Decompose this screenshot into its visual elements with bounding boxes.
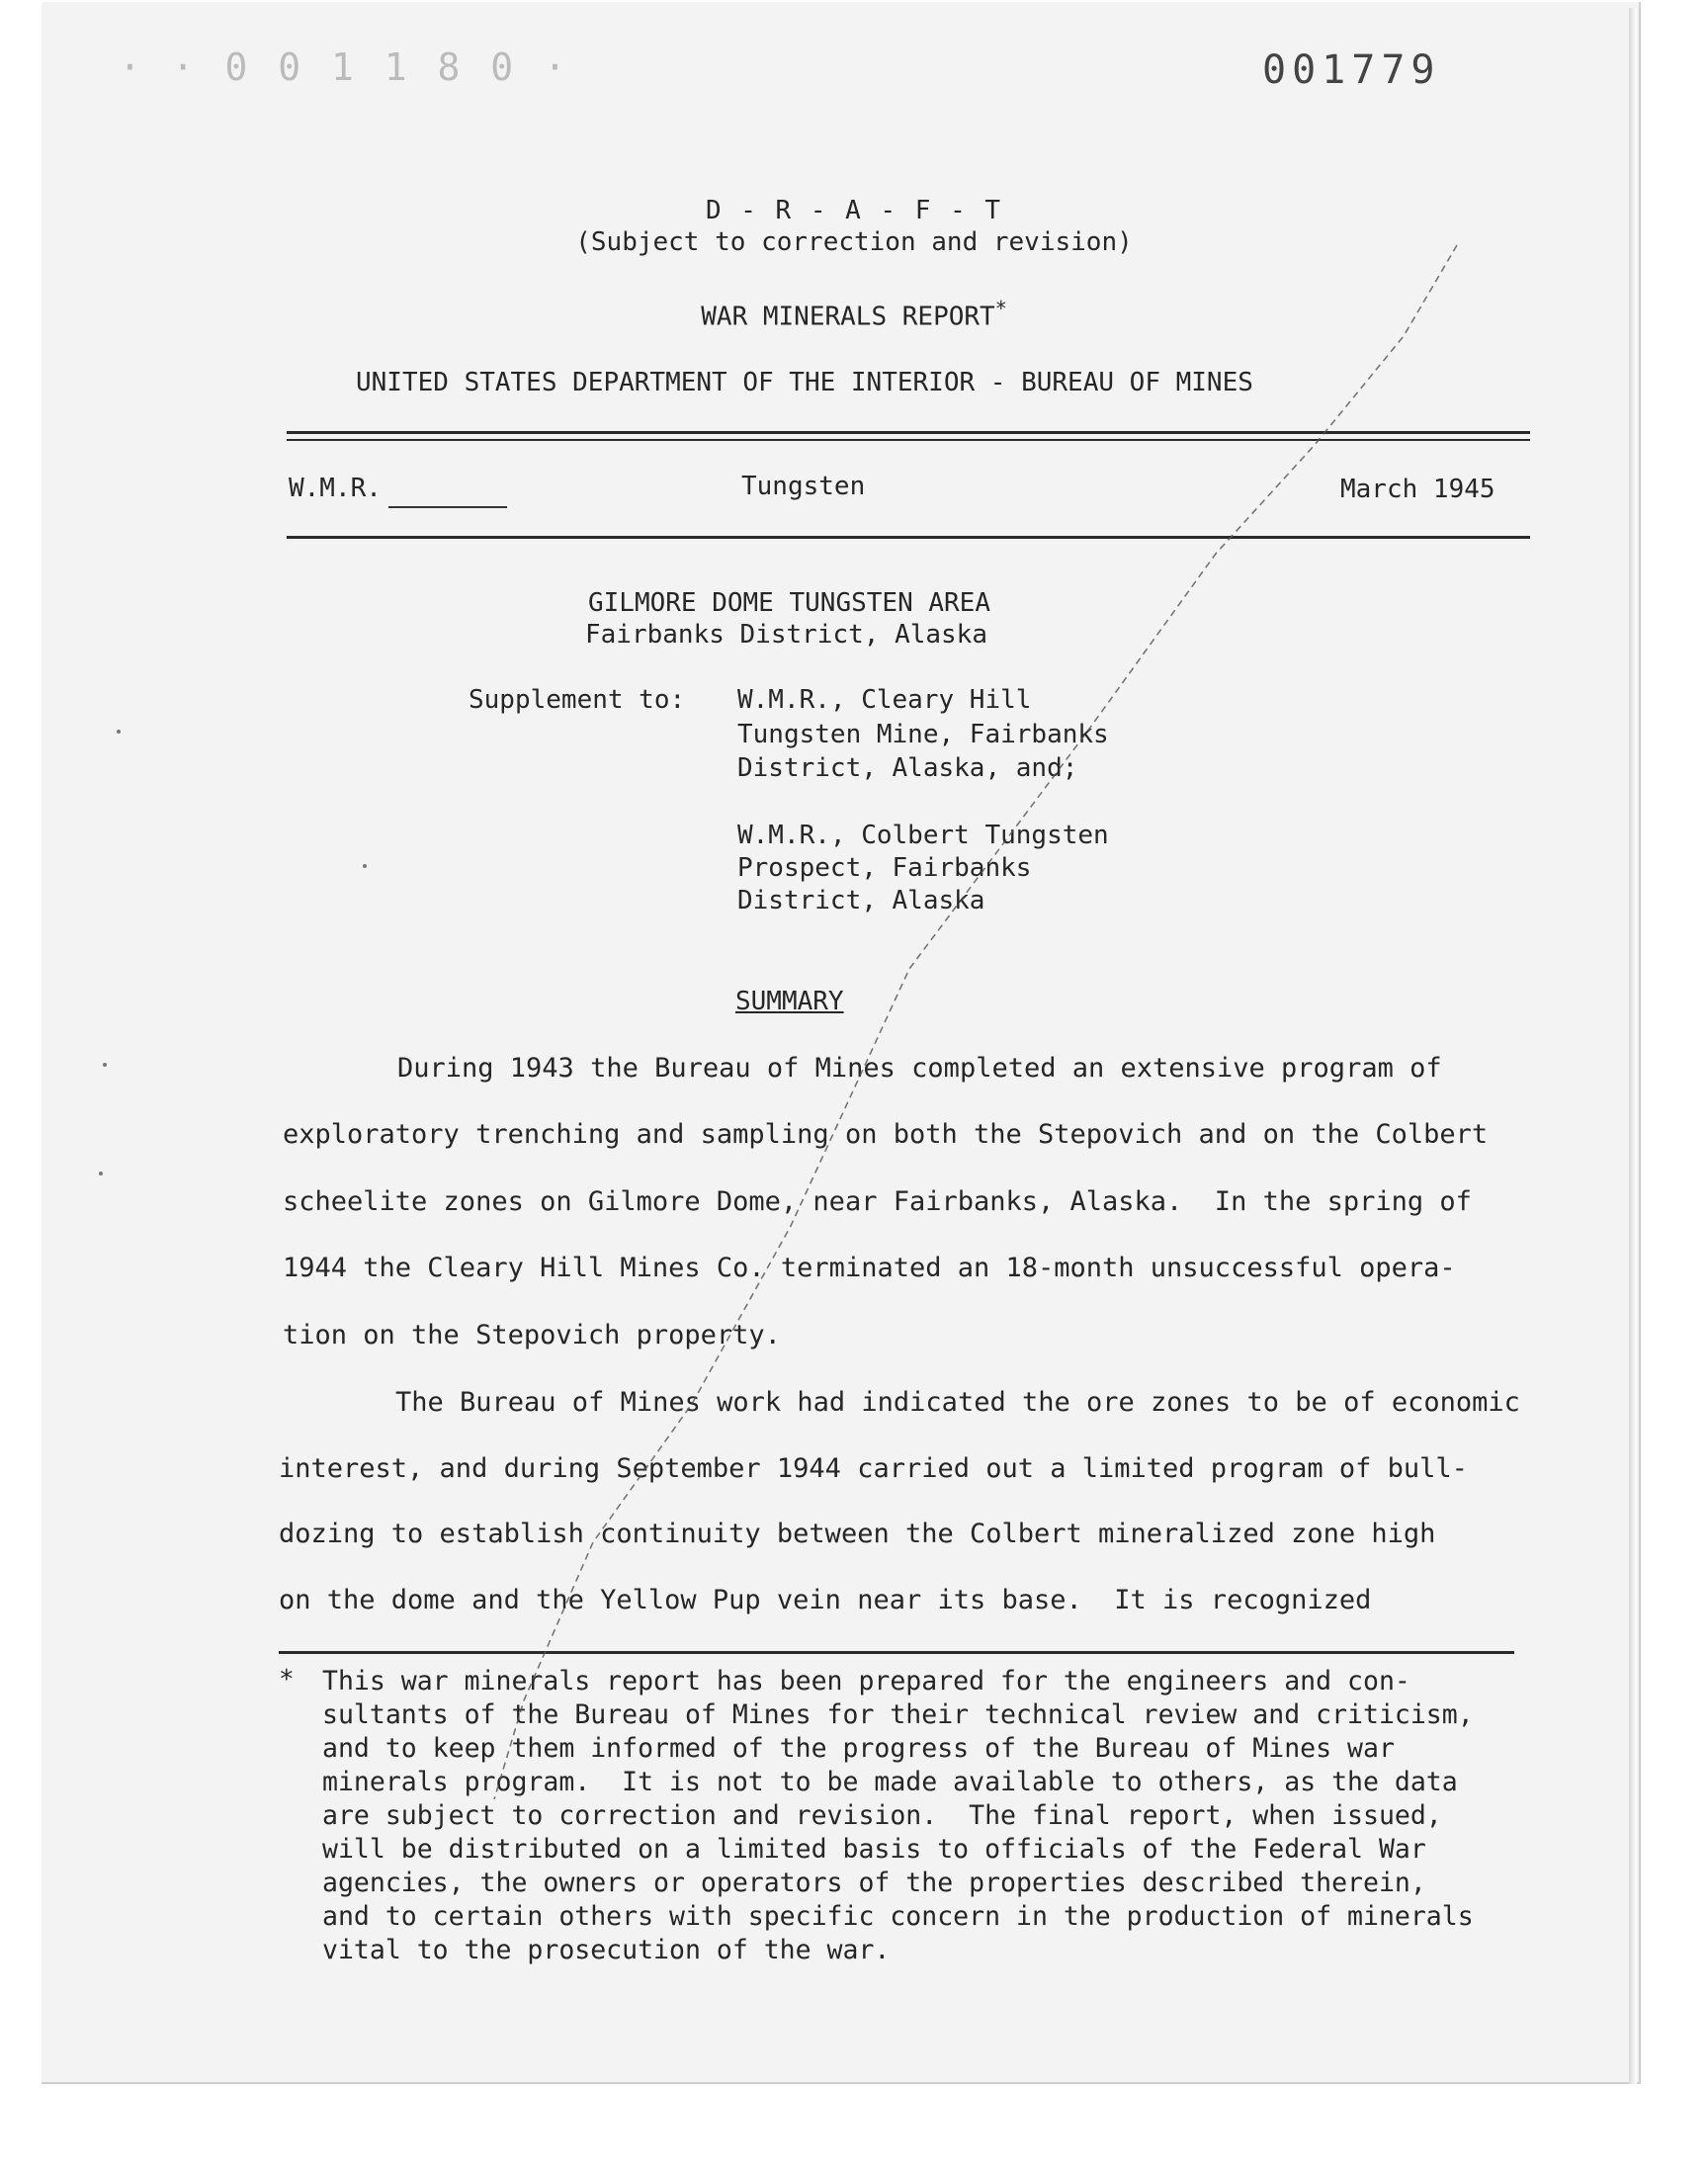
- department-line: UNITED STATES DEPARTMENT OF THE INTERIOR - BUREAU OF MINES: [356, 368, 1253, 397]
- report-type: WAR MINERALS REPORT: [701, 302, 995, 332]
- footnote-line8: and to certain others with specific concern in the production of minerals: [322, 1901, 1474, 1932]
- scan-speck: [103, 1063, 107, 1067]
- supplement-ref2-line3: District, Alaska: [737, 886, 985, 915]
- summary-p1-line4: 1944 the Cleary Hill Mines Co. terminated an 18-month unsuccessful opera-: [283, 1253, 1456, 1283]
- footnote-line5: are subject to correction and revision. The final report, when issued,: [322, 1800, 1442, 1831]
- area-name: GILMORE DOME TUNGSTEN AREA: [588, 588, 990, 618]
- summary-p2-line2: interest, and during September 1944 carried out a limited program of bull-: [279, 1453, 1468, 1484]
- summary-p1-line3: scheelite zones on Gilmore Dome, near Fairbanks, Alaska. In the spring of: [283, 1186, 1472, 1217]
- scan-speck: [99, 1172, 103, 1175]
- footnote-line2: sultants of the Bureau of Mines for their technical review and criticism,: [322, 1699, 1474, 1730]
- commodity: Tungsten: [741, 472, 866, 501]
- summary-heading: SUMMARY: [735, 987, 844, 1016]
- footnote-line1: This war minerals report has been prepared for the engineers and con-: [322, 1666, 1410, 1696]
- supplement-label: Supplement to:: [469, 685, 686, 715]
- bleed-through-mark: · · 0 0 1 1 8 0 ·: [119, 45, 570, 89]
- footnote-mark: *: [279, 1665, 295, 1695]
- document-number: 001779: [1262, 47, 1441, 93]
- draft-subtitle: (Subject to correction and revision): [575, 227, 1133, 257]
- footnote-line4: minerals program. It is not to be made available to others, as the data: [322, 1767, 1458, 1797]
- area-district: Fairbanks District, Alaska: [585, 620, 987, 650]
- summary-p1-line5: tion on the Stepovich property.: [283, 1320, 781, 1350]
- supplement-ref2-line1: W.M.R., Colbert Tungsten: [737, 821, 1109, 850]
- footnote-line6: will be distributed on a limited basis to officials of the Federal War: [322, 1834, 1426, 1865]
- wmr-label: W.M.R.: [289, 474, 382, 503]
- draft-title: D - R - A - F - T: [705, 196, 1003, 225]
- footnote-line7: agencies, the owners or operators of the properties described therein,: [322, 1868, 1426, 1898]
- summary-p2-line1: The Bureau of Mines work had indicated the ore zones to be of economic: [395, 1387, 1520, 1418]
- summary-p2-line4: on the dome and the Yellow Pup vein near its base. It is recognized: [279, 1585, 1372, 1615]
- report-type-mark: *: [994, 297, 1007, 320]
- supplement-ref1-line3: District, Alaska, and;: [737, 753, 1078, 783]
- scan-speck: [363, 864, 367, 868]
- scan-speck: [117, 730, 121, 734]
- report-date: March 1945: [1340, 475, 1495, 504]
- supplement-ref1-line1: W.M.R., Cleary Hill: [737, 685, 1032, 715]
- summary-p2-line3: dozing to establish continuity between the Colbert mineralized zone high: [279, 1519, 1436, 1549]
- summary-p1-line2: exploratory trenching and sampling on both the Stepovich and on the Colbert: [283, 1119, 1489, 1150]
- footnote-line3: and to keep them informed of the progress of the Bureau of Mines war: [322, 1733, 1395, 1764]
- footnote-line9: vital to the prosecution of the war.: [322, 1935, 891, 1965]
- summary-p1-line1: During 1943 the Bureau of Mines completed an extensive program of: [397, 1053, 1442, 1084]
- supplement-ref1-line2: Tungsten Mine, Fairbanks: [737, 720, 1109, 749]
- supplement-ref2-line2: Prospect, Fairbanks: [737, 853, 1032, 883]
